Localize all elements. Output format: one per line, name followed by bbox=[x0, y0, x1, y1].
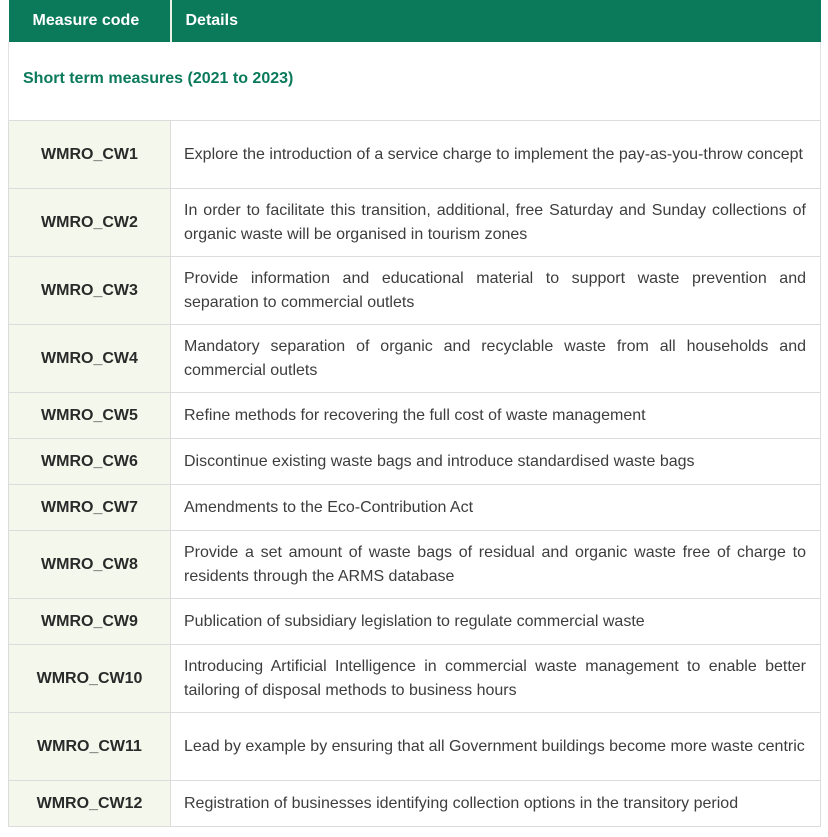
header-measure-code: Measure code bbox=[9, 0, 171, 42]
table-row bbox=[9, 325, 821, 393]
measure-detail-cell: Lead by example by ensuring that all Government buildings become more waste centric bbox=[171, 713, 821, 781]
measure-code-cell: WMRO_CW11 bbox=[9, 713, 171, 781]
section-title: Short term measures (2021 to 2023) bbox=[9, 42, 821, 121]
measure-code-cell: WMRO_CW9 bbox=[9, 599, 171, 645]
measure-code-cell: WMRO_CW4 bbox=[9, 325, 171, 393]
table-row bbox=[9, 531, 821, 599]
table-row bbox=[9, 439, 821, 485]
table-row bbox=[9, 645, 821, 713]
measure-detail-cell: Discontinue existing waste bags and introduce standardised waste bags bbox=[171, 439, 821, 485]
measure-code-cell: WMRO_CW6 bbox=[9, 439, 171, 485]
measure-code-cell: WMRO_CW8 bbox=[9, 531, 171, 599]
measure-detail-cell: Amendments to the Eco-Contribution Act bbox=[171, 485, 821, 531]
measure-code-cell: WMRO_CW3 bbox=[9, 257, 171, 325]
measure-detail-cell: Mandatory separation of organic and recyclable waste from all households and commercial outlets bbox=[171, 325, 821, 393]
measure-detail-cell: Refine methods for recovering the full cost of waste management bbox=[171, 393, 821, 439]
measure-detail-cell: In order to facilitate this transition, additional, free Saturday and Sunday collections of organic waste will be organised in tourism zones bbox=[171, 189, 821, 257]
section-row bbox=[9, 42, 821, 121]
table-row bbox=[9, 189, 821, 257]
table-row bbox=[9, 121, 821, 189]
measure-detail-cell: Registration of businesses identifying collection options in the transitory period bbox=[171, 781, 821, 827]
measures-table-container bbox=[8, 0, 820, 827]
header-details: Details bbox=[171, 0, 821, 42]
measure-code-cell: WMRO_CW12 bbox=[9, 781, 171, 827]
measure-detail-cell: Publication of subsidiary legislation to regulate commercial waste bbox=[171, 599, 821, 645]
table-row bbox=[9, 599, 821, 645]
table-row bbox=[9, 485, 821, 531]
measure-detail-cell: Explore the introduction of a service charge to implement the pay-as-you-throw concept bbox=[171, 121, 821, 189]
measure-detail-cell: Introducing Artificial Intelligence in commercial waste management to enable better tailoring of disposal methods to business hours bbox=[171, 645, 821, 713]
measure-code-cell: WMRO_CW5 bbox=[9, 393, 171, 439]
measure-detail-cell: Provide a set amount of waste bags of residual and organic waste free of charge to residents through the ARMS database bbox=[171, 531, 821, 599]
table-row bbox=[9, 781, 821, 827]
measure-detail-cell: Provide information and educational material to support waste prevention and separation to commercial outlets bbox=[171, 257, 821, 325]
measure-code-cell: WMRO_CW7 bbox=[9, 485, 171, 531]
table-row bbox=[9, 393, 821, 439]
measure-code-cell: WMRO_CW1 bbox=[9, 121, 171, 189]
measure-code-cell: WMRO_CW2 bbox=[9, 189, 171, 257]
table-row bbox=[9, 257, 821, 325]
measure-code-cell: WMRO_CW10 bbox=[9, 645, 171, 713]
table-header-row bbox=[9, 0, 821, 42]
table-row bbox=[9, 713, 821, 781]
measures-table bbox=[8, 0, 821, 827]
